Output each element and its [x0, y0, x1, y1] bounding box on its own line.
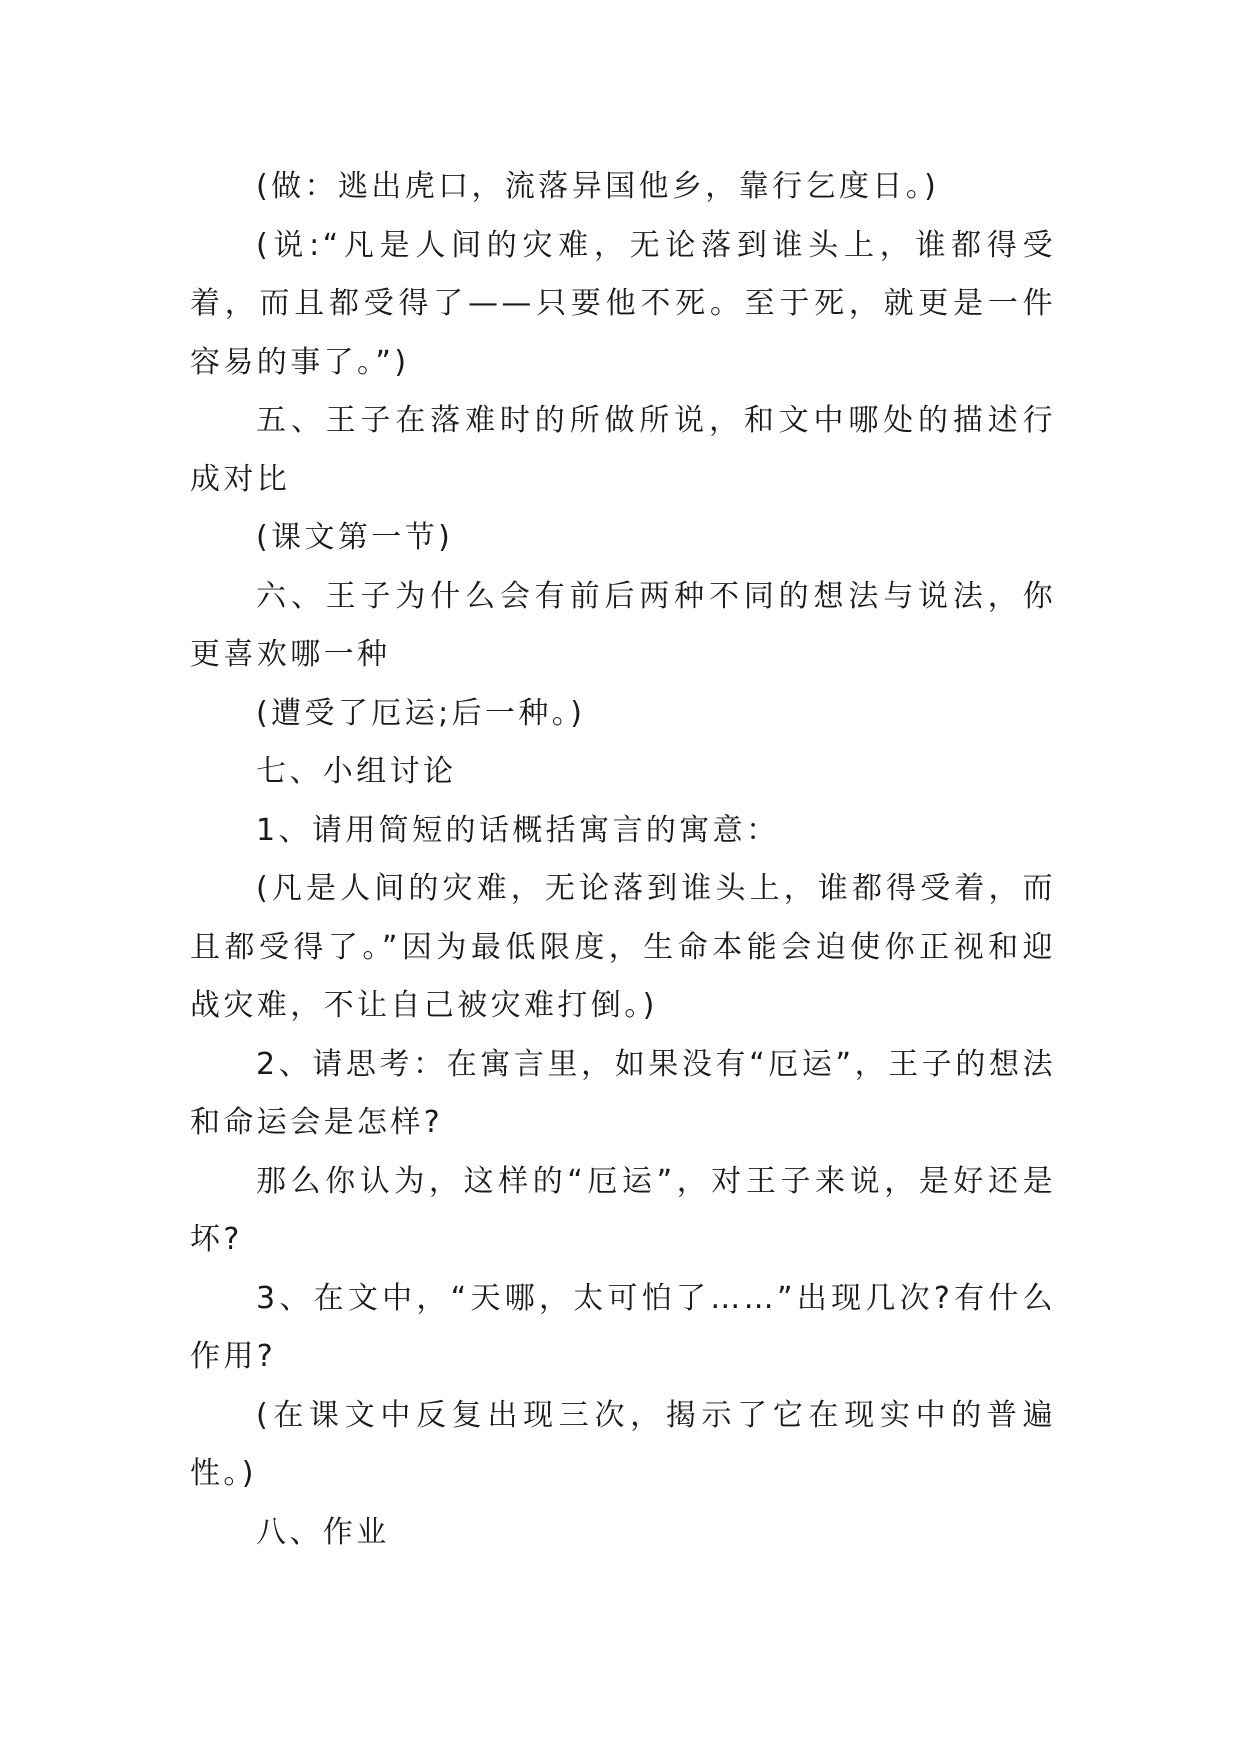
- section-7-heading: 七、小组讨论: [256, 754, 457, 789]
- answer-5: (课文第一节): [256, 520, 454, 555]
- document-body: [190, 158, 1056, 1562]
- discussion-question-3: 3、在文中，“天哪，太可怕了……”出现几次?有什么作用?: [190, 1280, 1056, 1374]
- discussion-answer-1: (凡是人间的灾难，无论落到谁头上，谁都得受着，而且都受得了。”因为最低限度，生命本能会迫使你正视和迎战灾难，不让自己被灾难打倒。): [190, 871, 1056, 1023]
- answer-paragraph-do: (做：逃出虎口，流落异国他乡，靠行乞度日。): [256, 169, 940, 204]
- question-6: 六、王子为什么会有前后两种不同的想法与说法，你更喜欢哪一种: [190, 578, 1056, 672]
- section-8-heading: 八、作业: [256, 1514, 390, 1550]
- discussion-question-1: 1、请用简短的话概括寓言的寓意：: [256, 812, 780, 848]
- discussion-question-2: 2、请思考：在寓言里，如果没有“厄运”，王子的想法和命运会是怎样?: [190, 1046, 1056, 1140]
- question-5: 五、王子在落难时的所做所说，和文中哪处的描述行成对比: [190, 403, 1056, 497]
- answer-paragraph-say: (说:“凡是人间的灾难，无论落到谁头上，谁都得受着，而且都受得了——只要他不死。至于死，就更是一件容易的事了。”): [190, 227, 1056, 380]
- discussion-question-2-followup: 那么你认为，这样的“厄运”，对王子来说，是好还是坏?: [190, 1163, 1056, 1257]
- answer-6: (遭受了厄运;后一种。): [256, 695, 586, 731]
- discussion-answer-3: (在课文中反复出现三次，揭示了它在现实中的普遍性。): [190, 1397, 1056, 1491]
